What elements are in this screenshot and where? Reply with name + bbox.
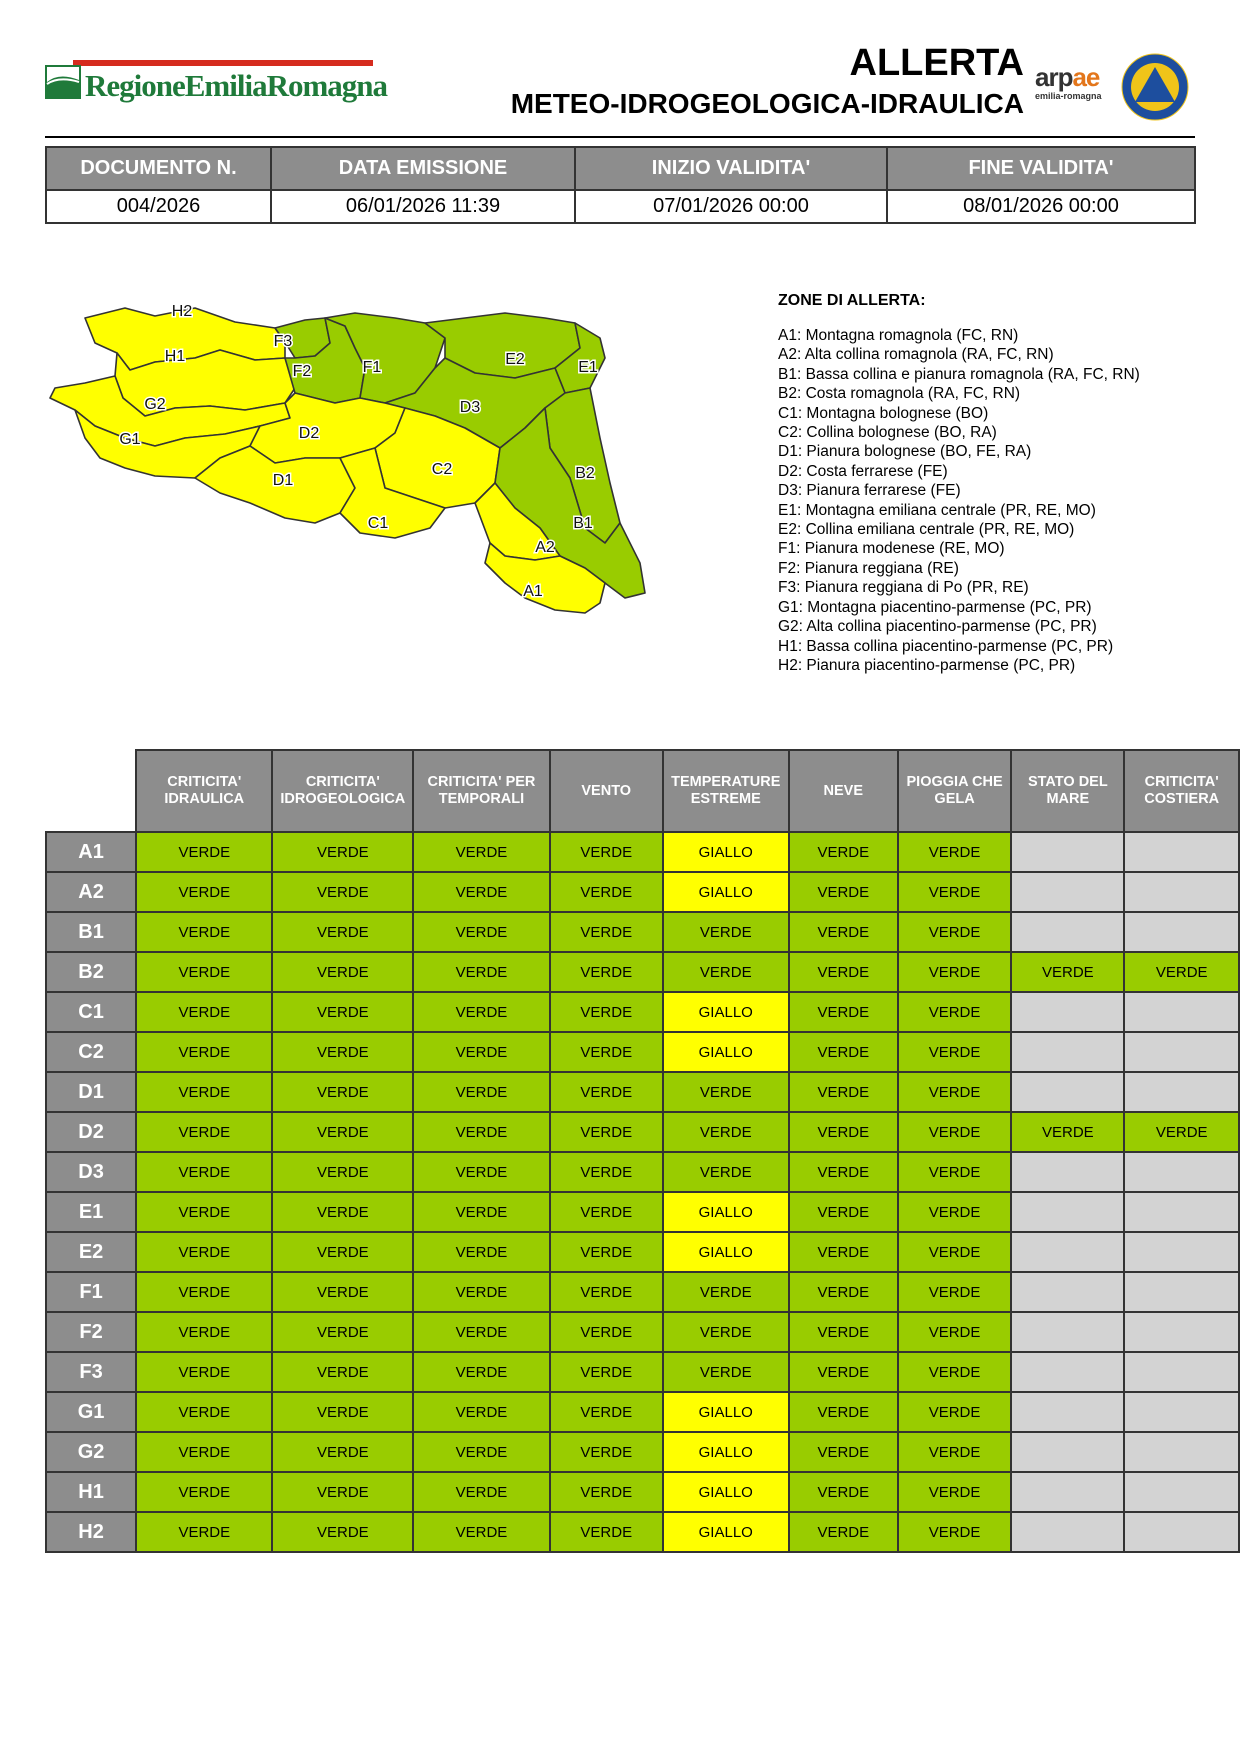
alert-level-cell: VERDE bbox=[663, 1152, 789, 1192]
issue-date-header: DATA EMISSIONE bbox=[271, 147, 575, 190]
alert-level-cell: VERDE bbox=[413, 1432, 549, 1472]
zone-cell: F3 bbox=[46, 1352, 136, 1392]
legend-item: H1: Bassa collina piacentino-parmense (PC, PR) bbox=[778, 637, 1114, 655]
alert-level-cell: VERDE bbox=[898, 1512, 1011, 1552]
alert-level-cell: VERDE bbox=[550, 952, 663, 992]
alert-level-cell bbox=[1011, 912, 1124, 952]
alert-level-cell: VERDE bbox=[663, 912, 789, 952]
alert-zones-legend bbox=[778, 292, 1218, 675]
table-row bbox=[46, 1112, 1239, 1152]
arpae-logo bbox=[1035, 62, 1115, 112]
logo-red-bar bbox=[73, 60, 373, 66]
alert-level-cell: VERDE bbox=[136, 872, 272, 912]
alert-level-cell: VERDE bbox=[550, 1192, 663, 1232]
alert-level-cell: VERDE bbox=[898, 1192, 1011, 1232]
alert-level-cell bbox=[1011, 1392, 1124, 1432]
alert-level-cell: VERDE bbox=[272, 1472, 413, 1512]
alert-level-cell: GIALLO bbox=[663, 872, 789, 912]
alert-level-cell bbox=[1011, 872, 1124, 912]
legend-item: C2: Collina bolognese (BO, RA) bbox=[778, 424, 997, 442]
alert-level-cell: VERDE bbox=[413, 912, 549, 952]
alert-zones-map bbox=[45, 298, 745, 698]
zone-cell: D3 bbox=[46, 1152, 136, 1192]
column-header: PIOGGIA CHE GELA bbox=[898, 750, 1011, 832]
zone-cell: B2 bbox=[46, 952, 136, 992]
alert-level-cell: VERDE bbox=[550, 992, 663, 1032]
issue-date-value: 06/01/2026 11:39 bbox=[271, 190, 575, 223]
zone-cell: F2 bbox=[46, 1312, 136, 1352]
alert-level-cell bbox=[1124, 872, 1239, 912]
alert-level-cell: VERDE bbox=[898, 832, 1011, 872]
legend-list bbox=[778, 326, 1218, 675]
alert-level-cell: VERDE bbox=[550, 1312, 663, 1352]
map-label-D2: E1 bbox=[578, 359, 598, 376]
table-row bbox=[46, 992, 1239, 1032]
alert-level-cell: VERDE bbox=[789, 952, 898, 992]
alert-level-cell: VERDE bbox=[413, 1512, 549, 1552]
alert-level-cell: VERDE bbox=[550, 1512, 663, 1552]
alert-level-cell: VERDE bbox=[550, 912, 663, 952]
alert-level-cell: VERDE bbox=[789, 1512, 898, 1552]
alert-level-cell: VERDE bbox=[413, 832, 549, 872]
alert-level-cell: VERDE bbox=[413, 872, 549, 912]
legend-item: C1: Montagna bolognese (BO) bbox=[778, 404, 989, 422]
alert-level-cell bbox=[1124, 1392, 1239, 1432]
legend-item: F2: Pianura reggiana (RE) bbox=[778, 559, 959, 577]
alert-level-cell bbox=[1124, 912, 1239, 952]
column-header: STATO DEL MARE bbox=[1011, 750, 1124, 832]
alert-level-cell: VERDE bbox=[550, 1432, 663, 1472]
alert-level-cell bbox=[1011, 1192, 1124, 1232]
zone-cell: G2 bbox=[46, 1432, 136, 1472]
alert-level-cell: VERDE bbox=[898, 912, 1011, 952]
alert-level-cell: VERDE bbox=[136, 1472, 272, 1512]
alert-level-cell bbox=[1011, 1312, 1124, 1352]
alert-level-cell: VERDE bbox=[136, 1072, 272, 1112]
alert-level-cell: VERDE bbox=[136, 1152, 272, 1192]
column-header: CRITICITA' IDROGEOLOGICA bbox=[272, 750, 413, 832]
alert-level-cell: VERDE bbox=[789, 1072, 898, 1112]
alert-level-cell: VERDE bbox=[898, 1072, 1011, 1112]
validity-end-header: FINE VALIDITA' bbox=[887, 147, 1195, 190]
alert-level-cell: GIALLO bbox=[663, 1432, 789, 1472]
protezione-civile-seal-icon bbox=[1120, 52, 1190, 122]
legend-item: D3: Pianura ferrarese (FE) bbox=[778, 482, 961, 500]
alert-level-cell: VERDE bbox=[898, 952, 1011, 992]
alert-level-cell: VERDE bbox=[413, 1112, 549, 1152]
table-row bbox=[46, 952, 1239, 992]
map-label-B1: B1 bbox=[573, 515, 593, 532]
table-row bbox=[46, 1472, 1239, 1512]
legend-item: D1: Pianura bolognese (BO, FE, RA) bbox=[778, 443, 1032, 461]
alert-level-cell: VERDE bbox=[136, 1192, 272, 1232]
alert-level-cell bbox=[1011, 1512, 1124, 1552]
map-label-E1: D1 bbox=[272, 472, 294, 489]
alert-level-cell bbox=[1124, 1152, 1239, 1192]
alert-level-cell: VERDE bbox=[550, 1272, 663, 1312]
alert-level-cell: GIALLO bbox=[663, 1192, 789, 1232]
alert-level-cell: VERDE bbox=[413, 992, 549, 1032]
alert-level-cell: VERDE bbox=[413, 1152, 549, 1192]
zone-cell: E2 bbox=[46, 1232, 136, 1272]
alert-level-cell: VERDE bbox=[789, 1032, 898, 1072]
map-label-A1: A1 bbox=[523, 583, 543, 600]
column-header: CRITICITA' COSTIERA bbox=[1124, 750, 1239, 832]
map-label-H1: H1 bbox=[164, 348, 186, 365]
alert-level-cell: GIALLO bbox=[663, 1472, 789, 1512]
alert-level-cell: VERDE bbox=[550, 832, 663, 872]
alert-level-cell: VERDE bbox=[550, 1032, 663, 1072]
table-row bbox=[46, 912, 1239, 952]
header-divider bbox=[45, 136, 1195, 138]
map-label-G2: G2 bbox=[144, 396, 166, 413]
table-row bbox=[46, 1232, 1239, 1272]
alert-level-cell: VERDE bbox=[413, 1192, 549, 1232]
alert-level-cell: VERDE bbox=[272, 1232, 413, 1272]
legend-item: G1: Montagna piacentino-parmense (PC, PR) bbox=[778, 598, 1092, 616]
alert-level-cell bbox=[1124, 1272, 1239, 1312]
alert-level-cell bbox=[1124, 832, 1239, 872]
alert-level-cell: VERDE bbox=[550, 872, 663, 912]
alert-level-cell: VERDE bbox=[272, 1512, 413, 1552]
alert-level-cell bbox=[1124, 1472, 1239, 1512]
alert-level-cell: VERDE bbox=[789, 832, 898, 872]
alert-level-cell bbox=[1124, 1432, 1239, 1472]
alert-level-cell: VERDE bbox=[136, 1312, 272, 1352]
alert-level-cell: VERDE bbox=[663, 1272, 789, 1312]
zone-cell: B1 bbox=[46, 912, 136, 952]
alert-level-cell: VERDE bbox=[413, 1392, 549, 1432]
regione-emilia-romagna-logo bbox=[45, 58, 388, 108]
map-label-F1: F1 bbox=[362, 359, 382, 376]
alert-level-cell: VERDE bbox=[136, 1232, 272, 1272]
map-label-G1: G1 bbox=[119, 431, 141, 448]
document-info-table bbox=[45, 146, 1196, 224]
alert-level-cell: VERDE bbox=[898, 1152, 1011, 1192]
alert-level-cell: VERDE bbox=[789, 1472, 898, 1512]
zone-cell: A2 bbox=[46, 872, 136, 912]
alert-level-cell: VERDE bbox=[136, 1112, 272, 1152]
zone-cell: H2 bbox=[46, 1512, 136, 1552]
alert-level-cell: VERDE bbox=[1011, 952, 1124, 992]
map-label-B2: B2 bbox=[575, 465, 595, 482]
alert-level-cell: VERDE bbox=[663, 952, 789, 992]
alert-level-cell: VERDE bbox=[1011, 1112, 1124, 1152]
alert-levels-table bbox=[45, 749, 1240, 1553]
alert-level-cell: VERDE bbox=[136, 1432, 272, 1472]
alert-level-cell: VERDE bbox=[272, 1392, 413, 1432]
alert-level-cell bbox=[1124, 1072, 1239, 1112]
validity-start-header: INIZIO VALIDITA' bbox=[575, 147, 887, 190]
zone-cell: H1 bbox=[46, 1472, 136, 1512]
table-row bbox=[46, 1152, 1239, 1192]
legend-title: ZONE DI ALLERTA: bbox=[778, 292, 926, 309]
alert-level-cell: VERDE bbox=[789, 1152, 898, 1192]
zone-cell: D2 bbox=[46, 1112, 136, 1152]
column-header: TEMPERATURE ESTREME bbox=[663, 750, 789, 832]
alert-level-cell bbox=[1011, 1072, 1124, 1112]
alert-level-cell: VERDE bbox=[272, 952, 413, 992]
zone-cell: D1 bbox=[46, 1072, 136, 1112]
alert-level-cell: VERDE bbox=[272, 1032, 413, 1072]
alert-level-cell: VERDE bbox=[898, 1232, 1011, 1272]
alert-level-cell: VERDE bbox=[898, 992, 1011, 1032]
map-label-A2: A2 bbox=[535, 539, 555, 556]
legend-item: F3: Pianura reggiana di Po (PR, RE) bbox=[778, 579, 1029, 597]
alert-level-cell: VERDE bbox=[789, 872, 898, 912]
alert-level-cell: GIALLO bbox=[663, 992, 789, 1032]
alert-level-cell bbox=[1011, 1272, 1124, 1312]
alert-level-cell: GIALLO bbox=[663, 1512, 789, 1552]
alert-level-cell: VERDE bbox=[272, 992, 413, 1032]
map-label-H2: H2 bbox=[171, 303, 193, 320]
table-row bbox=[46, 1312, 1239, 1352]
table-row bbox=[46, 1272, 1239, 1312]
alert-level-cell bbox=[1124, 1032, 1239, 1072]
alert-level-cell: VERDE bbox=[550, 1072, 663, 1112]
table-row bbox=[46, 1072, 1239, 1112]
alert-level-cell: VERDE bbox=[898, 1032, 1011, 1072]
alert-level-cell: VERDE bbox=[789, 912, 898, 952]
alert-level-cell: VERDE bbox=[413, 1072, 549, 1112]
legend-item: B1: Bassa collina e pianura romagnola (RA, FC, RN) bbox=[778, 365, 1140, 383]
column-header: CRITICITA' PER TEMPORALI bbox=[413, 750, 549, 832]
alert-level-cell: VERDE bbox=[136, 1352, 272, 1392]
alert-level-cell: VERDE bbox=[789, 1312, 898, 1352]
alert-level-cell: VERDE bbox=[789, 1112, 898, 1152]
map-label-D3: E2 bbox=[505, 351, 525, 368]
alert-level-cell: VERDE bbox=[272, 1312, 413, 1352]
alert-level-cell: VERDE bbox=[136, 1032, 272, 1072]
alert-level-cell bbox=[1011, 1032, 1124, 1072]
alert-level-cell: VERDE bbox=[663, 1072, 789, 1112]
alert-level-cell: VERDE bbox=[272, 832, 413, 872]
alert-level-cell: VERDE bbox=[413, 1032, 549, 1072]
table-row bbox=[46, 1192, 1239, 1232]
alert-level-cell: GIALLO bbox=[663, 1392, 789, 1432]
page-subtitle: METEO-IDROGEOLOGICA-IDRAULICA bbox=[510, 88, 1024, 119]
alert-level-cell bbox=[1124, 1232, 1239, 1272]
alert-level-cell: VERDE bbox=[550, 1352, 663, 1392]
table-row bbox=[46, 1392, 1239, 1432]
alert-level-cell: VERDE bbox=[413, 1272, 549, 1312]
alert-level-cell: VERDE bbox=[272, 1272, 413, 1312]
legend-item: E2: Collina emiliana centrale (PR, RE, MO) bbox=[778, 521, 1075, 539]
alert-level-cell: VERDE bbox=[898, 1112, 1011, 1152]
alert-level-cell: VERDE bbox=[413, 952, 549, 992]
alert-level-cell bbox=[1011, 832, 1124, 872]
arpae-logo-subtext: emilia-romagna bbox=[1035, 91, 1102, 101]
alert-level-cell: VERDE bbox=[136, 1272, 272, 1312]
alert-level-cell bbox=[1124, 1192, 1239, 1232]
alert-level-cell: VERDE bbox=[550, 1152, 663, 1192]
map-label-E2: D2 bbox=[298, 425, 320, 442]
alert-level-cell: VERDE bbox=[136, 952, 272, 992]
map-label-F2: F2 bbox=[292, 363, 312, 380]
column-header: CRITICITA' IDRAULICA bbox=[136, 750, 272, 832]
alert-level-cell: VERDE bbox=[789, 1272, 898, 1312]
table-row bbox=[46, 1432, 1239, 1472]
alert-level-cell: VERDE bbox=[413, 1472, 549, 1512]
legend-item: F1: Pianura modenese (RE, MO) bbox=[778, 540, 1005, 558]
map-label-C1: C1 bbox=[367, 515, 389, 532]
doc-number-value: 004/2026 bbox=[46, 190, 271, 223]
alert-level-cell: VERDE bbox=[789, 1192, 898, 1232]
alert-level-cell: VERDE bbox=[272, 1072, 413, 1112]
alert-level-cell bbox=[1011, 1472, 1124, 1512]
alert-level-cell: VERDE bbox=[136, 1392, 272, 1432]
alert-level-cell: VERDE bbox=[550, 1472, 663, 1512]
alert-level-cell: VERDE bbox=[272, 1432, 413, 1472]
alert-level-cell bbox=[1124, 1352, 1239, 1392]
map-label-F3: F3 bbox=[273, 333, 293, 350]
alert-level-cell: VERDE bbox=[272, 912, 413, 952]
alert-level-cell: VERDE bbox=[136, 832, 272, 872]
alert-level-cell: VERDE bbox=[413, 1352, 549, 1392]
regione-flag-icon bbox=[45, 60, 81, 100]
map-label-D1: D3 bbox=[459, 399, 481, 416]
alert-level-cell: VERDE bbox=[136, 992, 272, 1032]
alert-level-cell: VERDE bbox=[898, 1472, 1011, 1512]
validity-end-value: 08/01/2026 00:00 bbox=[887, 190, 1195, 223]
alert-level-cell bbox=[1011, 1432, 1124, 1472]
alert-level-cell: VERDE bbox=[789, 1352, 898, 1392]
alert-level-cell: VERDE bbox=[272, 1152, 413, 1192]
table-row bbox=[46, 1032, 1239, 1072]
alert-level-cell: VERDE bbox=[272, 1192, 413, 1232]
alert-level-cell: VERDE bbox=[898, 1352, 1011, 1392]
alert-level-cell: VERDE bbox=[550, 1392, 663, 1432]
alert-level-cell: VERDE bbox=[898, 1392, 1011, 1432]
validity-start-value: 07/01/2026 00:00 bbox=[575, 190, 887, 223]
alert-level-cell: VERDE bbox=[272, 1352, 413, 1392]
alert-level-cell bbox=[1011, 1232, 1124, 1272]
alert-level-cell: VERDE bbox=[413, 1232, 549, 1272]
doc-number-header: DOCUMENTO N. bbox=[46, 147, 271, 190]
table-row bbox=[46, 872, 1239, 912]
alert-level-cell: VERDE bbox=[663, 1312, 789, 1352]
zone-cell: C2 bbox=[46, 1032, 136, 1072]
alert-level-cell bbox=[1011, 1352, 1124, 1392]
zone-cell: A1 bbox=[46, 832, 136, 872]
legend-item: B2: Costa romagnola (RA, FC, RN) bbox=[778, 385, 1021, 403]
alert-level-cell: VERDE bbox=[136, 1512, 272, 1552]
alert-level-cell: VERDE bbox=[789, 1392, 898, 1432]
alert-level-cell: VERDE bbox=[789, 1232, 898, 1272]
legend-item: H2: Pianura piacentino-parmense (PC, PR) bbox=[778, 656, 1076, 674]
legend-item: A2: Alta collina romagnola (RA, FC, RN) bbox=[778, 346, 1054, 364]
alert-level-cell: VERDE bbox=[136, 912, 272, 952]
alert-level-cell: VERDE bbox=[413, 1312, 549, 1352]
table-row bbox=[46, 1352, 1239, 1392]
alert-level-cell: VERDE bbox=[789, 992, 898, 1032]
alert-level-cell: VERDE bbox=[898, 1312, 1011, 1352]
alert-level-cell: GIALLO bbox=[663, 1032, 789, 1072]
alert-level-cell: VERDE bbox=[898, 872, 1011, 912]
arpae-logo-text: arpae bbox=[1035, 62, 1100, 92]
zone-cell: F1 bbox=[46, 1272, 136, 1312]
zone-column-header bbox=[46, 750, 136, 832]
alert-level-cell: VERDE bbox=[550, 1232, 663, 1272]
table-row bbox=[46, 1512, 1239, 1552]
alert-level-cell bbox=[1011, 1152, 1124, 1192]
zone-cell: C1 bbox=[46, 992, 136, 1032]
legend-item: E1: Montagna emiliana centrale (PR, RE, MO) bbox=[778, 501, 1096, 519]
alert-level-cell: VERDE bbox=[272, 1112, 413, 1152]
legend-item: A1: Montagna romagnola (FC, RN) bbox=[778, 327, 1019, 344]
alert-level-cell bbox=[1124, 992, 1239, 1032]
alert-level-cell bbox=[1124, 1512, 1239, 1552]
zone-cell: G1 bbox=[46, 1392, 136, 1432]
legend-item: G2: Alta collina piacentino-parmense (PC, PR) bbox=[778, 618, 1097, 636]
alert-level-cell bbox=[1124, 1312, 1239, 1352]
alert-level-cell: VERDE bbox=[663, 1112, 789, 1152]
alert-level-cell: VERDE bbox=[272, 872, 413, 912]
alert-level-cell: GIALLO bbox=[663, 832, 789, 872]
alert-level-cell: VERDE bbox=[898, 1432, 1011, 1472]
legend-item: D2: Costa ferrarese (FE) bbox=[778, 462, 948, 480]
alert-level-cell bbox=[1011, 992, 1124, 1032]
alert-level-cell: VERDE bbox=[898, 1272, 1011, 1312]
zone-cell: E1 bbox=[46, 1192, 136, 1232]
alert-level-cell: VERDE bbox=[1124, 1112, 1239, 1152]
regione-logo-text: RegioneEmiliaRomagna bbox=[85, 68, 388, 103]
alert-level-cell: VERDE bbox=[550, 1112, 663, 1152]
map-label-C2: C2 bbox=[431, 461, 453, 478]
column-header: VENTO bbox=[550, 750, 663, 832]
page-title: ALLERTA bbox=[849, 42, 1024, 84]
alert-level-cell: VERDE bbox=[1124, 952, 1239, 992]
table-row bbox=[46, 832, 1239, 872]
alert-level-cell: VERDE bbox=[789, 1432, 898, 1472]
alert-level-cell: VERDE bbox=[663, 1352, 789, 1392]
alert-level-cell: GIALLO bbox=[663, 1232, 789, 1272]
column-header: NEVE bbox=[789, 750, 898, 832]
